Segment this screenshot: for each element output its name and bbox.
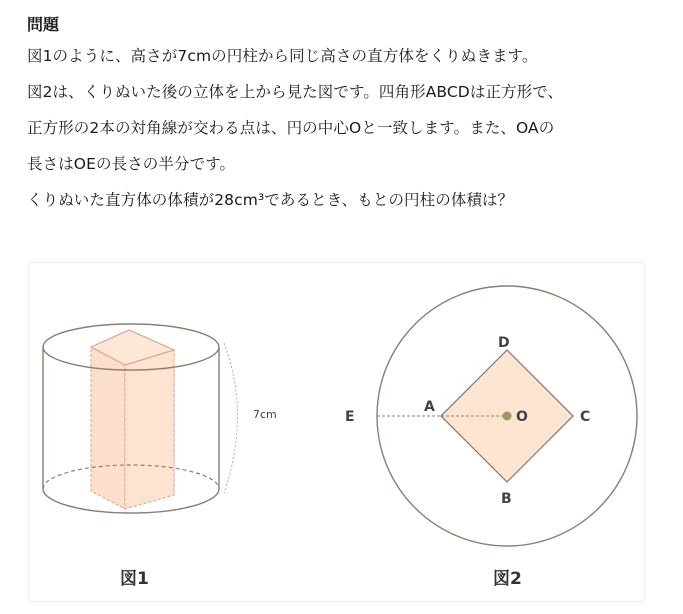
problem-line-4: 長さはOEの長さの半分です。 (27, 155, 236, 173)
problem-line-2: 図2は、くりぬいた後の立体を上から見た図です。四角形ABCDは正方形で、 (27, 83, 564, 101)
label-b: B (501, 491, 512, 507)
prism-front-face (91, 347, 125, 509)
figure2-caption: 図2 (493, 569, 522, 589)
problem-line-5: くりぬいた直方体の体積が28cm³であるとき、もとの円柱の体積は？ (27, 191, 514, 209)
problem-line-1: 図1のように、高さが7cmの円柱から同じ高さの直方体をくりぬきます。 (27, 47, 538, 65)
prism-front-face-right (125, 350, 174, 509)
label-a: A (424, 399, 435, 415)
problem-line-3: 正方形の2本の対角線が交わる点は、円の中心Oと一致します。また、OAの (27, 119, 555, 137)
figures-svg (29, 263, 646, 603)
label-d: D (498, 335, 510, 351)
label-c: C (580, 409, 591, 425)
figure-panel (28, 262, 645, 602)
figure2-top-view (345, 286, 637, 589)
problem-text (27, 12, 667, 218)
label-o: O (516, 409, 528, 425)
problem-heading: 問題 (27, 15, 60, 34)
figure1-cylinder (43, 324, 277, 589)
height-arc (224, 343, 238, 493)
label-e: E (345, 409, 355, 425)
figure1-caption: 図1 (120, 569, 149, 589)
height-label: 7cm (253, 408, 277, 421)
center-dot (503, 412, 512, 421)
